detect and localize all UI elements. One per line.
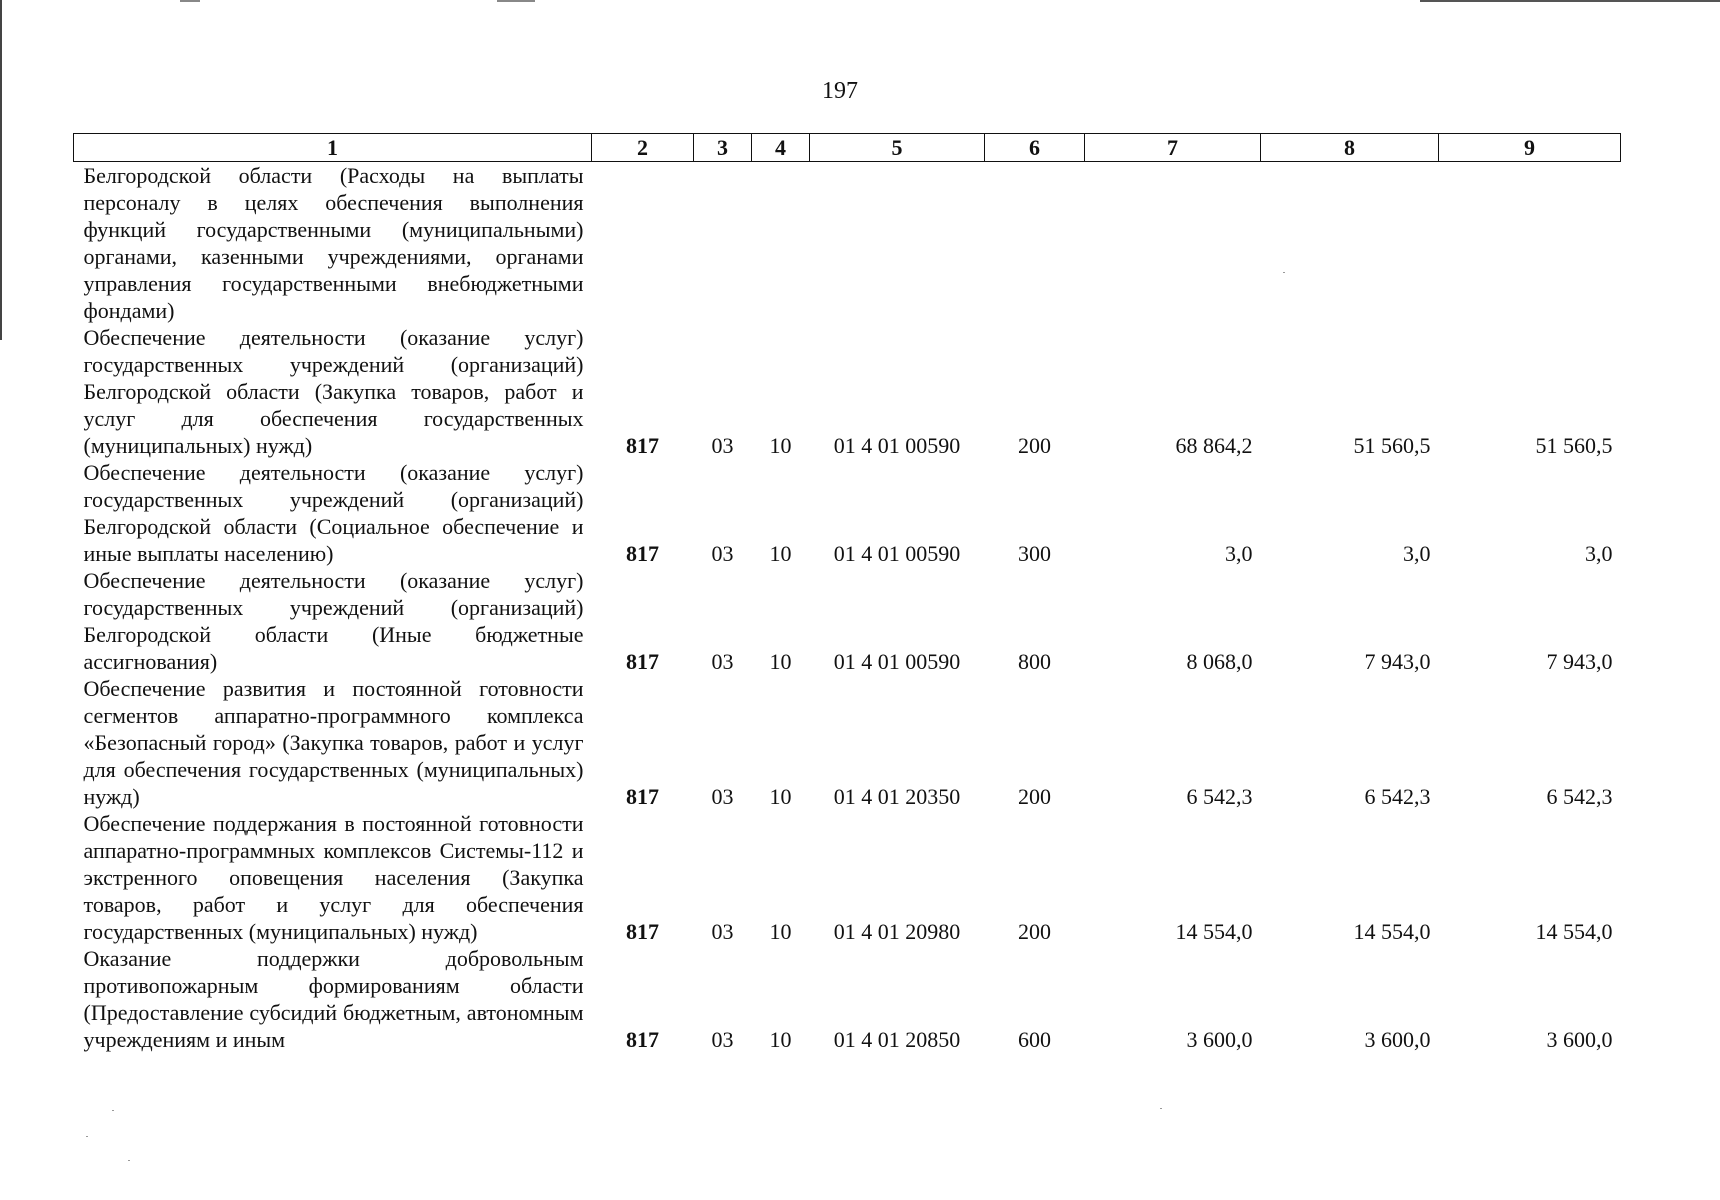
row-value-col9 xyxy=(1439,162,1621,325)
header-col-8: 8 xyxy=(1261,134,1439,162)
row-description: Обеспечение поддержания в постоянной готовности аппаратно-программных комплексов Системы-112 и экстренного оповещения населения (Закупка товаров, работ и услуг для обеспечения государственных (муниципальных) нужд) xyxy=(83,811,584,944)
header-col-2: 2 xyxy=(592,134,694,162)
row-section: 03 xyxy=(711,1027,734,1052)
row-ministry-code: 817 xyxy=(626,433,659,458)
row-subsection: 10 xyxy=(769,919,792,944)
page-number: 197 xyxy=(822,78,858,104)
scan-speck xyxy=(1283,272,1285,273)
row-value-col9: 51 560,5 xyxy=(1535,433,1613,458)
row-value-col9: 3,0 xyxy=(1585,541,1613,566)
row-subsection: 10 xyxy=(769,541,792,566)
scan-speck xyxy=(1160,1108,1162,1109)
row-subsection: 10 xyxy=(769,1027,792,1052)
row-ministry-code: 817 xyxy=(626,1027,659,1052)
header-col-7: 7 xyxy=(1085,134,1261,162)
row-value-col7: 3,0 xyxy=(1225,541,1253,566)
table-row xyxy=(74,324,1621,459)
row-section: 03 xyxy=(711,541,734,566)
row-expense-type: 300 xyxy=(1018,541,1051,566)
row-ministry-code xyxy=(592,162,694,325)
row-subsection: 10 xyxy=(769,649,792,674)
row-description: Обеспечение деятельности (оказание услуг) государственных учреждений (организаций) Белгородской области (Закупка товаров, работ и услуг для обеспечения государственных (муниципальных) нужд) xyxy=(83,325,584,458)
row-description: Оказание поддержки добровольным противопожарным формированиям области (Предоставление субсидий бюджетным, автономным учреждениям и иным xyxy=(83,946,584,1052)
row-target-article xyxy=(810,162,985,325)
row-description: Обеспечение развития и постоянной готовности сегментов аппаратно-программного комплекса «Безопасный город» (Закупка товаров, работ и услуг для обеспечения государственных (муниципальных) нужд) xyxy=(83,676,584,809)
row-subsection: 10 xyxy=(769,784,792,809)
row-value-col8: 3,0 xyxy=(1403,541,1431,566)
scan-speck xyxy=(112,1110,114,1111)
table-row xyxy=(74,810,1621,945)
scan-mark xyxy=(497,0,535,2)
row-expense-type: 600 xyxy=(1018,1027,1051,1052)
row-section xyxy=(694,162,752,325)
row-target-article: 01 4 01 20850 xyxy=(833,1027,961,1052)
scan-mark xyxy=(180,0,200,2)
row-ministry-code: 817 xyxy=(626,649,659,674)
row-expense-type xyxy=(985,162,1085,325)
row-value-col8: 7 943,0 xyxy=(1364,649,1431,674)
row-value-col8: 6 542,3 xyxy=(1364,784,1431,809)
row-value-col7: 6 542,3 xyxy=(1186,784,1253,809)
header-col-9: 9 xyxy=(1439,134,1621,162)
header-row xyxy=(74,134,1621,162)
row-value-col8: 3 600,0 xyxy=(1364,1027,1431,1052)
row-value-col7: 3 600,0 xyxy=(1186,1027,1253,1052)
row-target-article: 01 4 01 20350 xyxy=(833,784,961,809)
row-section: 03 xyxy=(711,649,734,674)
row-expense-type: 800 xyxy=(1018,649,1051,674)
row-description: Обеспечение деятельности (оказание услуг) государственных учреждений (организаций) Белгородской области (Социальное обеспечение и иные выплаты населению) xyxy=(83,460,584,566)
row-expense-type: 200 xyxy=(1018,784,1051,809)
row-expense-type: 200 xyxy=(1018,433,1051,458)
row-value-col8: 14 554,0 xyxy=(1353,919,1431,944)
row-value-col8: 51 560,5 xyxy=(1353,433,1431,458)
row-value-col9: 6 542,3 xyxy=(1546,784,1613,809)
header-col-5: 5 xyxy=(810,134,985,162)
row-target-article: 01 4 01 20980 xyxy=(833,919,961,944)
header-col-1: 1 xyxy=(74,134,592,162)
row-value-col9: 3 600,0 xyxy=(1546,1027,1613,1052)
budget-table xyxy=(73,133,1621,1053)
row-section: 03 xyxy=(711,784,734,809)
row-value-col9: 7 943,0 xyxy=(1546,649,1613,674)
table-row xyxy=(74,567,1621,675)
scan-speck xyxy=(128,1160,130,1161)
row-subsection: 10 xyxy=(769,433,792,458)
row-section: 03 xyxy=(711,433,734,458)
table-row xyxy=(74,675,1621,810)
row-value-col7: 68 864,2 xyxy=(1175,433,1253,458)
table-row xyxy=(74,945,1621,1053)
row-section: 03 xyxy=(711,919,734,944)
row-value-col7: 14 554,0 xyxy=(1175,919,1253,944)
row-expense-type: 200 xyxy=(1018,919,1051,944)
row-value-col7: 8 068,0 xyxy=(1186,649,1253,674)
row-value-col9: 14 554,0 xyxy=(1535,919,1613,944)
row-target-article: 01 4 01 00590 xyxy=(833,541,961,566)
row-target-article: 01 4 01 00590 xyxy=(833,649,961,674)
header-col-6: 6 xyxy=(985,134,1085,162)
header-col-4: 4 xyxy=(752,134,810,162)
row-ministry-code: 817 xyxy=(626,541,659,566)
row-ministry-code: 817 xyxy=(626,919,659,944)
scan-speck xyxy=(86,1136,88,1137)
header-col-3: 3 xyxy=(694,134,752,162)
table-row xyxy=(74,162,1621,325)
row-value-col7 xyxy=(1085,162,1261,325)
row-ministry-code: 817 xyxy=(626,784,659,809)
row-subsection xyxy=(752,162,810,325)
row-value-col8 xyxy=(1261,162,1439,325)
table-row xyxy=(74,459,1621,567)
scan-edge-left xyxy=(0,0,2,340)
row-target-article: 01 4 01 00590 xyxy=(833,433,961,458)
scan-edge-top-right xyxy=(1420,0,1720,2)
row-description: Обеспечение деятельности (оказание услуг) государственных учреждений (организаций) Белгородской области (Иные бюджетные ассигнования) xyxy=(83,568,584,674)
row-description: Белгородской области (Расходы на выплаты персоналу в целях обеспечения выполнения функций государственными (муниципальными) органами, казенными учреждениями, органами управления государственными внебюджетными фондами) xyxy=(83,163,584,323)
